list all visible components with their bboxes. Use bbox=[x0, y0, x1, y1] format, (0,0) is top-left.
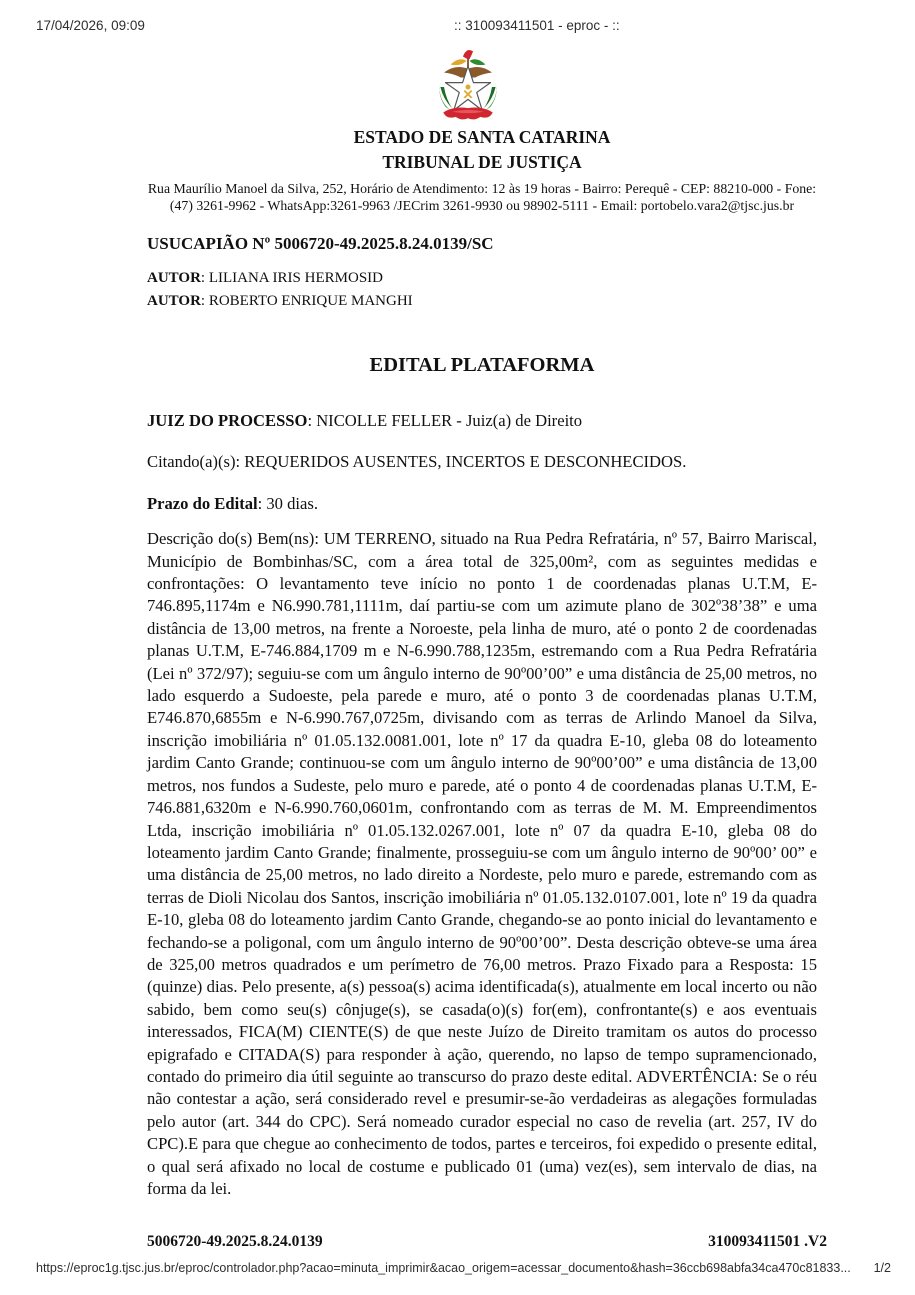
judge-label: JUIZ DO PROCESSO bbox=[147, 411, 308, 430]
author-role: AUTOR bbox=[147, 292, 201, 309]
court-address bbox=[147, 180, 817, 214]
author-role: AUTOR bbox=[147, 270, 201, 286]
court-name: TRIBUNAL DE JUSTIÇA bbox=[382, 152, 582, 172]
edital-title: EDITAL PLATAFORMA bbox=[369, 354, 595, 376]
judge-line bbox=[147, 410, 817, 432]
author-row bbox=[147, 290, 817, 313]
citing-line: Citando(a)(s): REQUERIDOS AUSENTES, INCERTOS E DESCONHECIDOS. bbox=[147, 452, 687, 472]
document-body bbox=[147, 126, 817, 1200]
print-document-title: :: 310093411501 - eproc - :: bbox=[454, 18, 620, 33]
case-title: USUCAPIÃO Nº 5006720-49.2025.8.24.0139/SC bbox=[147, 234, 494, 253]
parties-list bbox=[147, 267, 817, 312]
court-address-line1: Rua Maurílio Manoel da Silva, 252, Horário de Atendimento: 12 às 19 horas - Bairro: Perequê - CEP: 88210-000 - Fone: bbox=[147, 181, 817, 196]
footer-document-id: 310093411501 .V2 bbox=[708, 1233, 827, 1250]
author-name: : LILIANA IRIS HERMOSID bbox=[200, 270, 383, 286]
footer-case-number: 5006720-49.2025.8.24.0139 bbox=[147, 1233, 323, 1250]
court-address-line2: (47) 3261-9962 - WhatsApp:3261-9963 /JECrim 3261-9930 ou 98902-5111 - Email: portobelo.vara2@tjsc.jus.br bbox=[169, 198, 795, 213]
deadline-label: Prazo do Edital bbox=[147, 493, 258, 513]
page-indicator: 1/2 bbox=[873, 1261, 891, 1275]
footer-url: https://eproc1g.tjsc.jus.br/eproc/controlador.php?acao=minuta_imprimir&acao_origem=acessar_documento&hash=36ccb698abfa34ca470c81833... bbox=[36, 1261, 851, 1275]
author-row bbox=[147, 267, 817, 290]
santa-catarina-coat-of-arms-icon bbox=[431, 47, 505, 127]
print-date: 17/04/2026, 09:09 bbox=[36, 18, 145, 33]
state-name: ESTADO DE SANTA CATARINA bbox=[353, 127, 611, 147]
judge-value: : NICOLLE FELLER - Juiz(a) de Direito bbox=[307, 411, 583, 430]
deadline-value: : 30 dias. bbox=[257, 493, 319, 513]
author-name: : ROBERTO ENRIQUE MANGHI bbox=[200, 292, 413, 309]
body-paragraph: Descrição do(s) Bem(ns): UM TERRENO, situado na Rua Pedra Refratária, nº 57, Bairro Mariscal, Município de Bombinhas/SC, com a área total de 325,00m², com as seguintes medidas e confrontações: O levantamento teve início no ponto 1 de coordenadas planas U.T.M, E-746.895,1174m e N6.990.781,1111m, daí partiu-se com um azimute plano de 302º38’38” e uma distância de 13,00 metros, na frente a Noroeste, pela linha de muro, até o ponto 2 de coordenadas planas U.T.M, E-746.884,1709 m e N-6.990.788,1235m, estremando com a Rua Pedra Refratária (Lei nº 372/97); seguiu-se com um ângulo interno de 90º00’00” e uma distância de 25,00 metros, no lado esquerdo a Sudoeste, pela parede e muro, até o ponto 3 de coordenadas planas U.T.M, E746.870,6855m e N-6.990.767,0725m, divisando com as terras de Arlindo Manoel da Silva, inscrição imobiliária nº 01.05.132.0081.001, lote nº 17 da quadra E-10, gleba 08 do loteamento jardim Canto Grande; continuou-se com um ângulo interno de 90º00’00” e uma distância de 13,00 metros, nos fundos a Sudeste, pelo muro e parede, até o ponto 4 de coordenadas planas U.T.M, E-746.881,6320m e N-6.990.760,0601m, confrontando com as terras de M. M. Empreendimentos Ltda, inscrição imobiliária nº 01.05.132.0267.001, lote nº 07 da quadra E-10, gleba 08 do loteamento jardim Canto Grande; finalmente, prosseguiu-se com um ângulo interno de 90º00’ 00” e uma distância de 25,00 metros, no lado direito a Nordeste, pelo muro e parede, estremando com as terras de Dioli Nicolau dos Santos, inscrição imobiliária nº 01.05.132.0107.001, lote nº 19 da quadra E-10, gleba 08 do loteamento jardim Canto Grande, chegando-se ao ponto inicial do levantamento e fechando-se a poligonal, com um ângulo interno de 90º00’00”. Desta descrição obteve-se uma área de 325,00 metros quadrados e um perímetro de 76,00 metros. Prazo Fixado para a Resposta: 15 (quinze) dias. Pelo presente, a(s) pessoa(s) acima identificada(s), atualmente em local incerto ou não sabido, bem como seu(s) cônjuge(s), se casada(o)(s) for(em), confrontante(s) e aos eventuais interessados, FICA(M) CIENTE(S) de que neste Juízo de Direito tramitam os autos do processo epigrafado e CITADA(S) para responder à ação, querendo, no lapso de tempo supramencionado, contado do primeiro dia útil seguinte ao transcurso do prazo deste edital. ADVERTÊNCIA: Se o réu não contestar a ação, será considerado revel e presumir-se-ão verdadeiras as alegações formuladas pelo autor (art. 344 do CPC). Será nomeado curador especial no caso de revelia (art. 257, IV do CPC).E para que chegue ao conhecimento de todos, partes e terceiros, foi expedido o presente edital, o qual será afixado no local de costume e publicado 01 (uma) vez(es), sem intervalo de dias, na forma da lei. bbox=[147, 529, 817, 1198]
deadline-line bbox=[147, 493, 817, 515]
